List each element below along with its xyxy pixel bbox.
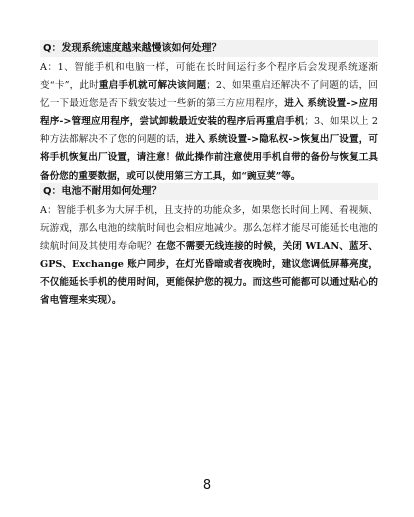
answer-segment: ；3、如果以上 2 种方法都解决不了您的问题的话， xyxy=(40,116,378,146)
question-heading: Q：电池不耐用如何处理？ xyxy=(40,183,378,200)
faq-item-system-slow xyxy=(40,40,378,186)
answer-segment: A：1、智能手机和电脑一样，可能在长时间运行多个程序后会发现系统逐渐变“卡”，此时 xyxy=(40,62,378,92)
answer-segment-bold: 进入 系统设置->应用程序->管理应用程序，尝试卸载最近安装的程序后再重启手机 xyxy=(40,98,378,128)
page-number: 8 xyxy=(202,478,212,493)
answer-segment-bold: 进入 系统设置->隐私权->恢复出厂设置，可将手机恢复出厂设置，请注意！做此操作前注意使用手机自带的备份与恢复工具备份您的重要数据，或可以使用第三方工具，如“豌豆荚”等。 xyxy=(40,134,378,182)
answer-segment-bold: 在您不需要无线连接的时候，关闭 WLAN、蓝牙、GPS、Exchange 账户同步，在灯光昏暗或者夜晚时，建议您调低屏幕亮度，不仅能延长手机的使用时间，更能保护您的视力。而这些可能都可以通过贴心的省电管理来实现）。 xyxy=(40,241,379,307)
answer-segment-bold: 重启手机就可解决该问题 xyxy=(98,80,207,92)
answer-segment: ；2、如果重启还解决不了问题的话，回忆一下最近您是否下载安装过一些新的第三方应用程序， xyxy=(40,80,379,110)
answer-segment: A：智能手机多为大屏手机，且支持的功能众多，如果您长时间上网、看视频、玩游戏，那么电池的续航时间也会相应地减少。那么怎样才能尽可能延长电池的续航时间及其使用寿命呢？ xyxy=(40,205,378,253)
answer-text xyxy=(40,202,378,311)
answer-text xyxy=(40,59,378,186)
question-heading: Q：发现系统速度越来越慢该如何处理？ xyxy=(40,40,378,57)
faq-item-battery xyxy=(40,183,378,311)
